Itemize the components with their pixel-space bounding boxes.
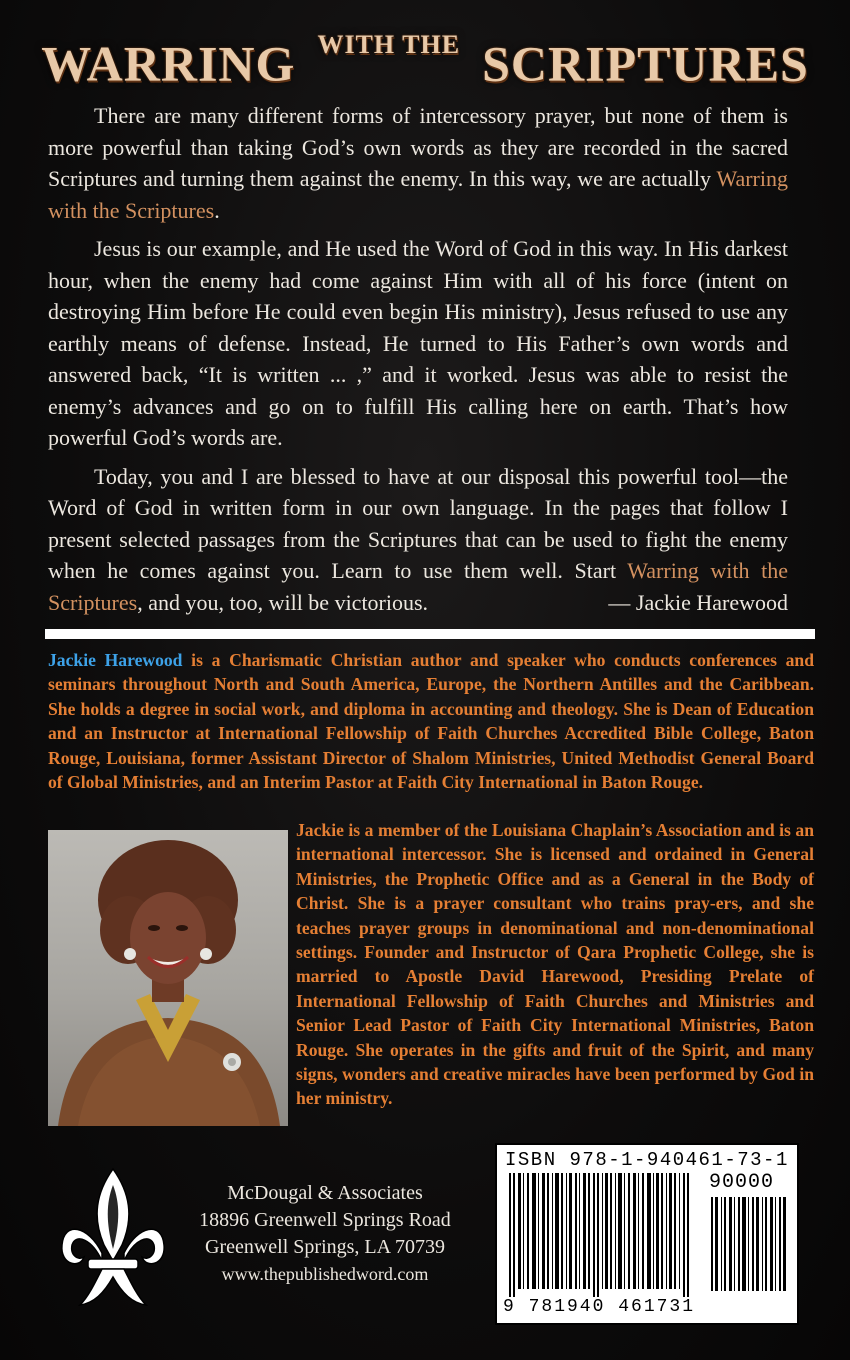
price-code: 90000	[709, 1171, 775, 1194]
intro-p3-end: , and you, too, will be victorious.	[137, 589, 429, 615]
author-portrait-illustration	[48, 830, 288, 1126]
title-part-scriptures: SCRIPTURES	[482, 35, 809, 92]
author-bio-text: is a Charismatic Christian author and speaker who conducts conferences and seminars throughout North and South America, Europe, the Northern Antilles and the Caribbean. She holds a degree in social work, and diploma in accounting and theology. She is Dean of Education and an Instructor at International Fellowship of Faith Churches Accredited Bible College, Baton Rouge, Louisiana, former Assistant Director of Shalom Ministries, United Methodist General Board of Global Ministries, and an Interim Pastor at Faith City International in Baton Rouge.	[48, 650, 814, 793]
isbn-barcode	[495, 1143, 799, 1325]
intro-text	[48, 100, 788, 625]
author-bio	[48, 648, 814, 794]
publisher-info	[175, 1180, 475, 1288]
intro-paragraph-1	[48, 100, 788, 226]
title-part-warring: WARRING	[41, 35, 296, 92]
signature: — Jackie Harewood	[608, 589, 788, 615]
intro-paragraph-2: Jesus is our example, and He used the Word of God in this way. In His darkest hour, when the enemy had come against Him with all of his force (intent on destroying Him before He could even begin His ministry), Jesus refused to use any earthly means of defense. Instead, He turned to His Father’s own words and answered back, “It is written ... ,” and it worked. Jesus was able to resist the enemy’s advances and go on to fulfill His calling here on earth. That’s how powerful God’s words are.	[48, 236, 788, 450]
isbn-label: ISBN 978-1-940461-73-1	[505, 1149, 789, 1171]
author-photo	[48, 830, 288, 1126]
book-title	[0, 30, 850, 100]
intro-paragraph-3	[48, 461, 788, 619]
author-name: Jackie Harewood	[48, 650, 183, 670]
intro-p1-text: There are many different forms of intercessory prayer, but none of them is more powerful than taking God’s own words as they are recorded in the sacred Scriptures and turning them against the enemy. In this way, we are actually	[48, 103, 788, 191]
publisher-url: www.thepublishedword.com	[221, 1264, 429, 1284]
ean-digits: 9 781940 461731	[503, 1297, 696, 1317]
fleur-de-lis-icon	[58, 1165, 168, 1315]
publisher-street: 18896 Greenwell Springs Road	[199, 1209, 451, 1231]
publisher-city: Greenwell Springs, LA 70739	[205, 1236, 445, 1258]
author-bio-continued: Jackie is a member of the Louisiana Chaplain’s Association and is an international intercessor. She is licensed and ordained in General Ministries, the Prophetic Office and as a General in the Body of Christ. She is a prayer consultant who trains pray-ers, and she teaches prayer groups in denominational and non-denominational settings. Founder and Instructor of Qara Prophetic College, she is married to Apostle David Harewood, Presiding Prelate of International Fellowship of Faith Churches and Ministries and Senior Lead Pastor of Faith City International Ministries, Baton Rouge. She operates in the gifts and fruit of the Spirit, and many signs, wonders and creative miracles have been performed by God in her ministry.	[296, 820, 814, 1109]
addon-barcode-bars	[711, 1197, 787, 1291]
ean-barcode-bars	[509, 1173, 699, 1297]
intro-p1-highlight: Warring with the Scriptures	[48, 166, 788, 223]
intro-p1-end: .	[214, 197, 220, 223]
section-divider	[45, 629, 815, 639]
publisher-name: McDougal & Associates	[227, 1182, 423, 1204]
intro-p3-highlight: Warring with the Scriptures	[48, 558, 788, 615]
intro-p3-text: Today, you and I are blessed to have at our disposal this powerful tool—the Word of God in written form in our own language. In the pages that follow I present selected passages from the Scriptures that can be used to fight the enemy when he comes against you. Learn to use them well. Start	[48, 463, 788, 583]
fleur-de-lis-logo	[58, 1165, 168, 1315]
title-part-with-the: WITH THE	[317, 30, 461, 59]
